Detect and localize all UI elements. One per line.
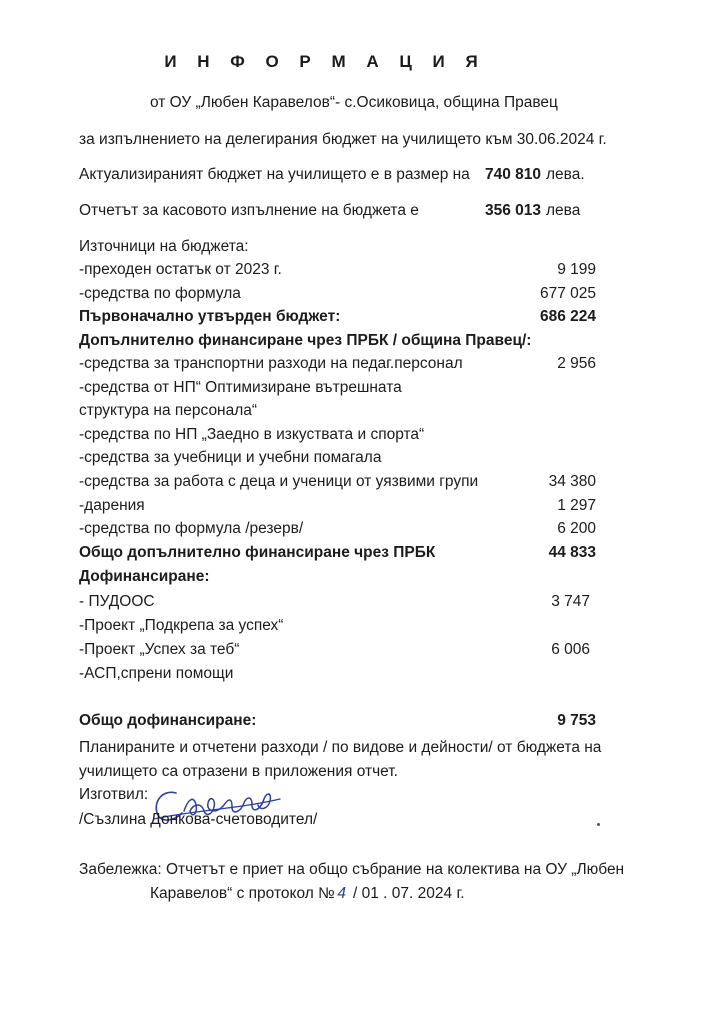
report-value: 356 013 (485, 202, 542, 219)
cofinancing-row-value: 6 006 (551, 641, 590, 658)
note-protocol-prefix: Каравелов“ с протокол № (150, 885, 335, 902)
additional-row-label: -дарения (79, 497, 145, 514)
subject-line: за изпълнението на делегирания бюджет на училището към 30.06.2024 г. (79, 131, 607, 148)
preparer-name: /Съзлина Донкова-счетоводител/ (79, 811, 318, 828)
updated-budget-label: Актуализираният бюджет на училището е в размер на (79, 166, 470, 183)
cofinancing-total-value: 9 753 (557, 712, 596, 729)
additional-total-value: 44 833 (548, 544, 596, 561)
document-title: И Н Ф О Р М А Ц И Я (164, 52, 486, 71)
additional-total-label: Общо допълнително финансиране чрез ПРБК (79, 544, 436, 561)
scan-speck (597, 823, 600, 826)
cofinancing-row-label: - ПУДООС (79, 593, 155, 610)
updated-budget-value: 740 810 (485, 166, 542, 183)
additional-heading: Допълнително финансиране чрез ПРБК / община Правец/: (79, 332, 532, 349)
report-unit: лева (546, 202, 581, 219)
source-row-value: 9 199 (557, 261, 596, 278)
cofinancing-row-label: -АСП,спрени помощи (79, 665, 234, 682)
note-line: Забележка: Отчетът е приет на общо събрание на колектива на ОУ „Любен (79, 861, 625, 878)
report-label: Отчетът за касовото изпълнение на бюджета е (79, 202, 419, 219)
closing-line: училището са отразени в приложения отчет. (79, 763, 398, 780)
from-line: от ОУ „Любен Каравелов“- с.Осиковица, община Правец (150, 94, 558, 111)
cofinancing-heading: Дофинансиране: (79, 568, 210, 585)
initial-total-label: Първоначално утвърден бюджет: (79, 308, 341, 325)
source-row-label: -преходен остатък от 2023 г. (79, 261, 282, 278)
additional-row-value: 1 297 (557, 497, 596, 514)
cofinancing-total-label: Общо дофинансиране: (79, 712, 257, 729)
additional-row-value: 34 380 (548, 473, 596, 490)
additional-row-label: структура на персонала“ (79, 402, 258, 419)
additional-row-label: -средства за транспортни разходи на педаг.персонал (79, 355, 463, 372)
additional-row-label: -средства за работа с деца и ученици от уязвими групи (79, 473, 479, 490)
additional-row-value: 6 200 (557, 520, 596, 537)
additional-row-label: -средства по формула /резерв/ (79, 520, 304, 537)
note-line-2 (150, 884, 465, 904)
cofinancing-row-label: -Проект „Успех за теб“ (79, 641, 240, 658)
cofinancing-row-label: -Проект „Подкрепа за успех“ (79, 617, 284, 634)
note-protocol-suffix: / 01 . 07. 2024 г. (348, 885, 465, 902)
sources-heading: Източници на бюджета: (79, 238, 249, 255)
additional-row-label: -средства по НП „Заедно в изкуствата и спорта“ (79, 426, 425, 443)
additional-row-label: -средства за учебници и учебни помагала (79, 449, 382, 466)
prepared-by-label: Изготвил: (79, 786, 149, 803)
protocol-number: 4 (337, 885, 347, 902)
additional-row-label: -средства от НП“ Оптимизиране вътрешната (79, 379, 402, 396)
cofinancing-row-value: 3 747 (551, 593, 590, 610)
initial-total-value: 686 224 (539, 308, 596, 325)
source-row-value: 677 025 (539, 285, 596, 302)
source-row-label: -средства по формула (79, 285, 241, 302)
additional-row-value: 2 956 (557, 355, 596, 372)
updated-budget-unit: лева. (546, 166, 585, 183)
closing-line: Планираните и отчетени разходи / по видове и дейности/ от бюджета на (79, 739, 602, 756)
